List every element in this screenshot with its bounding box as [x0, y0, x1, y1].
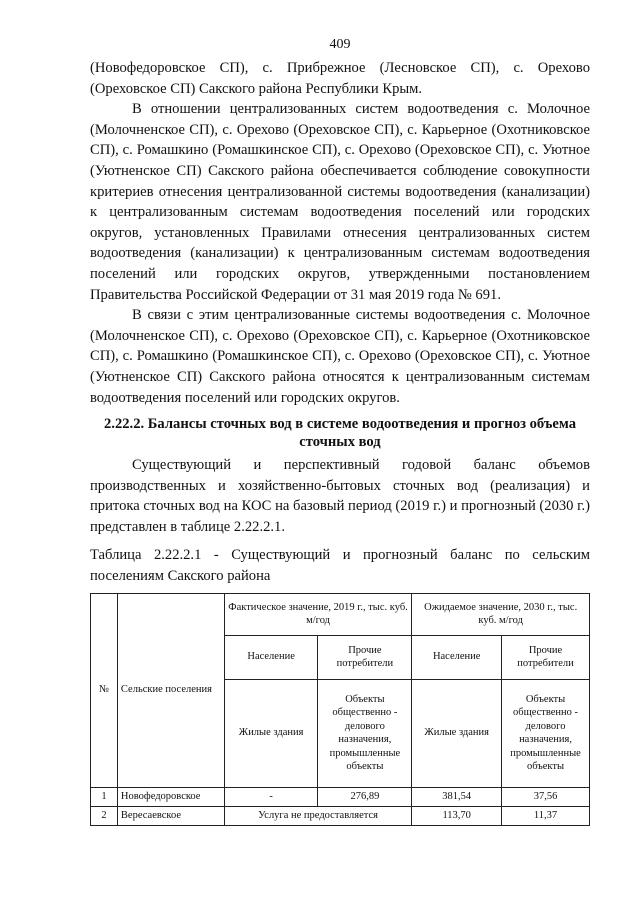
row-service-note: Услуга не предоставляется	[224, 806, 412, 825]
section-heading: 2.22.2. Балансы сточных вод в системе водоотведения и прогноз объема сточных вод	[104, 416, 576, 451]
header-expected-2030: Ожидаемое значение, 2030 г., тыс. куб. м/год	[412, 593, 590, 635]
header-expected-other: Прочие потребители	[502, 635, 590, 679]
header-expected-population: Население	[412, 635, 502, 679]
balance-table	[90, 593, 590, 826]
table-caption: Таблица 2.22.2.1 - Существующий и прогнозный баланс по сельским поселениям Сакского района	[90, 547, 590, 585]
page-number: 409	[329, 37, 351, 52]
header-expected-residential: Жилые здания	[412, 679, 502, 787]
paragraph-1: (Новофедоровское СП), с. Прибрежное (Лесновское СП), с. Орехово (Ореховское СП) Сакского района Республики Крым.	[90, 60, 590, 97]
table-row	[91, 787, 590, 806]
row-settlement: Вересаевское	[117, 806, 224, 825]
row-no: 1	[91, 787, 118, 806]
row-no: 2	[91, 806, 118, 825]
row-expected-other: 37,56	[502, 787, 590, 806]
row-actual-population: -	[224, 787, 318, 806]
paragraph-3: В связи с этим централизованные системы водоотведения с. Молочное (Молочненское СП), с. Орехово (Ореховское СП), с. Карьерное (Охотниковское СП), с. Ромашкино (Ромашкинское СП), с. Орехово (Ореховское СП), с. Уютное (Уютненское СП) Сакского района относятся к централизованным системам водоотведения поселений или городских округов.	[90, 307, 590, 406]
header-expected-objects: Объекты общественно - делового назначения, промышленные объекты	[502, 679, 590, 787]
header-actual-other: Прочие потребители	[318, 635, 412, 679]
header-actual-residential: Жилые здания	[224, 679, 318, 787]
header-settlement: Сельские поселения	[117, 593, 224, 787]
header-no: №	[91, 593, 118, 787]
row-expected-population: 113,70	[412, 806, 502, 825]
header-actual-population: Население	[224, 635, 318, 679]
table-row	[91, 806, 590, 825]
section-paragraph: Существующий и перспективный годовой баланс объемов производственных и хозяйственно-бытовых сточных вод (реализация) и притока сточных вод на КОС на базовый период (2019 г.) и прогнозный (2030 г.) представлен в таблице 2.22.2.1.	[90, 457, 590, 535]
row-expected-other: 11,37	[502, 806, 590, 825]
row-actual-other: 276,89	[318, 787, 412, 806]
document-page	[90, 36, 590, 826]
paragraph-2: В отношении централизованных систем водоотведения с. Молочное (Молочненское СП), с. Орехово (Ореховское СП), с. Карьерное (Охотниковское СП), с. Ромашкино (Ромашкинское СП), с. Орехово (Ореховское СП), с. Уютное (Уютненское СП) Сакского района обеспечивается соблюдение совокупности критериев отнесения централизованной системы водоотведения (канализации) к централизованным системам водоотведения поселений или городских округов, установленных Правилами отнесения централизованных систем водоотведения (канализации) к централизованным системам водоотведения поселений или городских округов, утвержденными постановлением Правительства Российской Федерации от 31 мая 2019 года № 691.	[90, 101, 590, 303]
row-settlement: Новофедоровское	[117, 787, 224, 806]
row-expected-population: 381,54	[412, 787, 502, 806]
header-actual-2019: Фактическое значение, 2019 г., тыс. куб. м/год	[224, 593, 412, 635]
header-actual-objects: Объекты общественно - делового назначения, промышленные объекты	[318, 679, 412, 787]
